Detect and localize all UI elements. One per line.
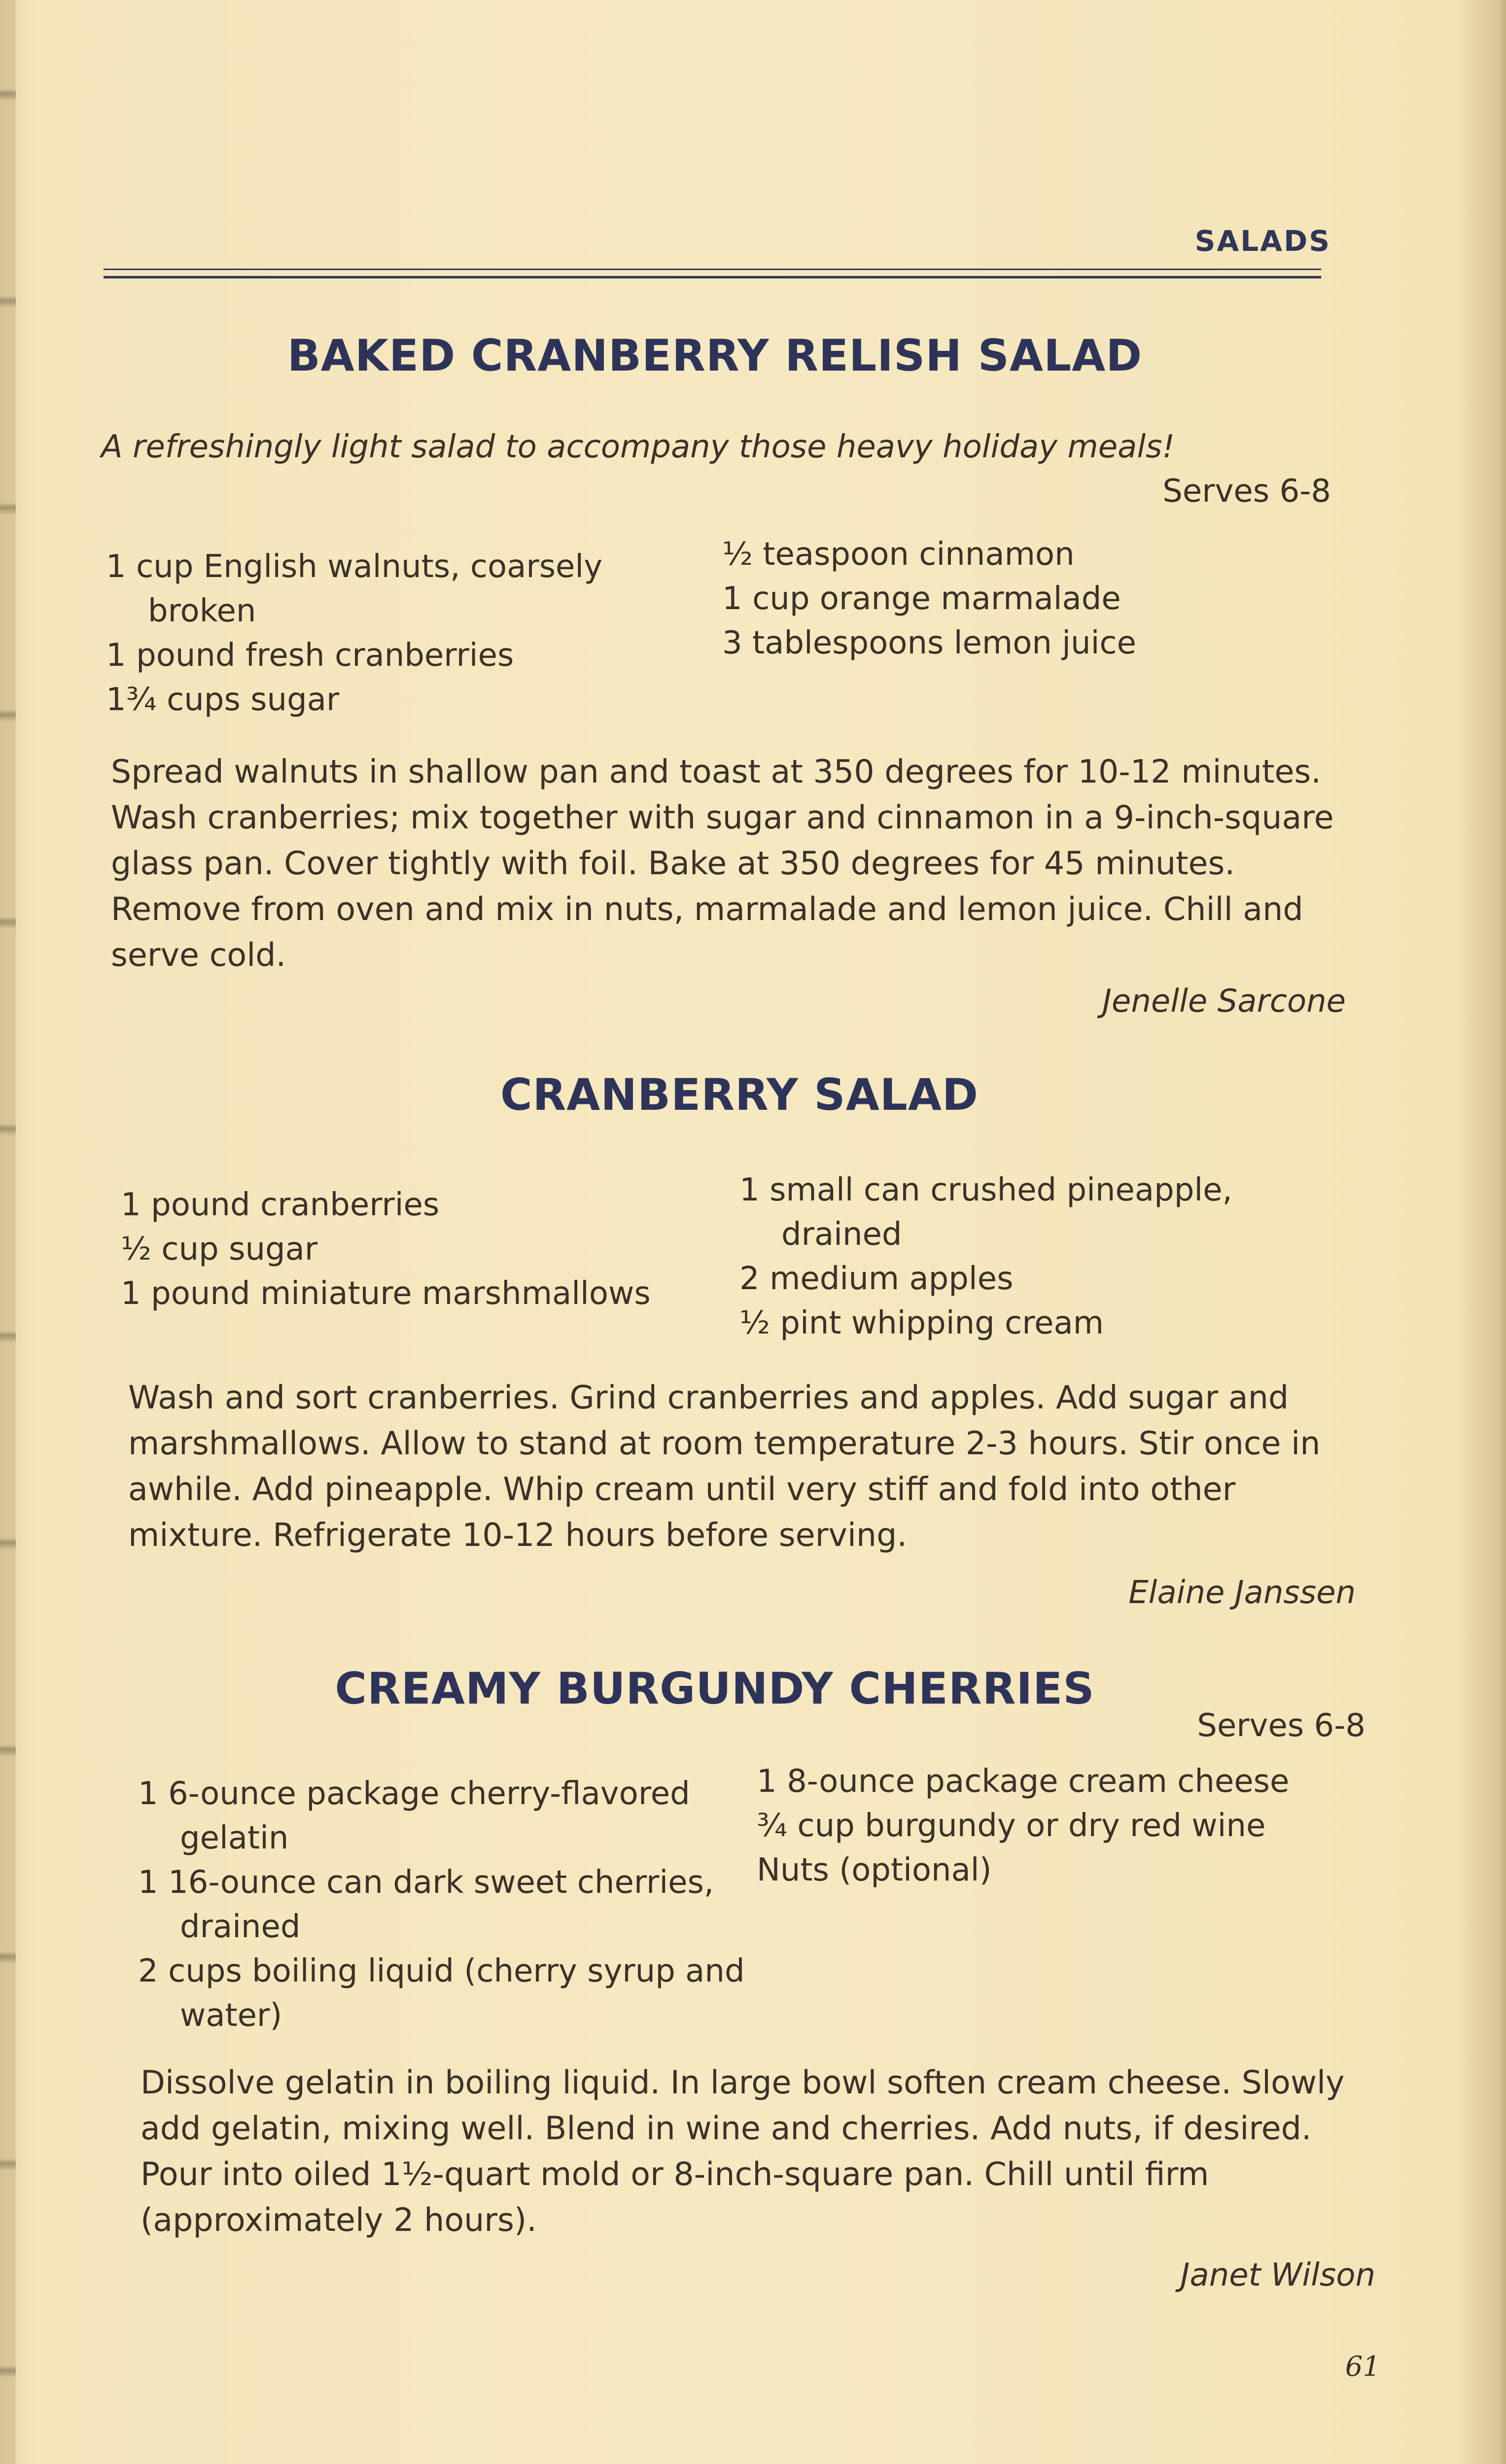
recipe-method: Wash and sort cranberries. Grind cranberries and apples. Add sugar and marshmallows. Allow to stand at room temperature 2-3 hours. Stir once in awhile. Add pineapple. Whip cream until very stiff and fold into other mixture. Refrigerate 10-12 hours before serving.	[128, 1379, 1321, 1554]
recipe-method: Dissolve gelatin in boiling liquid. In large bowl soften cream cheese. Slowly add gelatin, mixing well. Blend in wine and cherries. Add nuts, if desired. Pour into oiled 1½-quart mold or 8-inch-square pan. Chill until firm (approximately 2 hours).	[140, 2064, 1345, 2239]
page-number: 61	[1345, 2351, 1380, 2383]
ingredient: 1 cup orange marmalade	[722, 581, 1121, 617]
ingredients-left	[121, 1183, 762, 1316]
header-rule-bottom	[104, 276, 1321, 278]
ingredients-right	[739, 1168, 1356, 1345]
ingredients-right	[757, 1759, 1383, 1892]
ingredient: 1 6-ounce package cherry-flavored gelatin	[138, 1776, 690, 1856]
header-rule-top	[104, 269, 1321, 270]
ingredient: 1 pound fresh cranberries	[106, 637, 514, 674]
recipe-author: Elaine Janssen	[1128, 1574, 1356, 1611]
recipe-title: CRANBERRY SALAD	[500, 1069, 979, 1120]
recipe-method: Spread walnuts in shallow pan and toast at 350 degrees for 10-12 minutes. Wash cranberries; mix together with sugar and cinnamon in a 9-inch-square glass pan. Cover tightly with foil. Bake at 350 degrees for 45 minutes. Remove from oven and mix in nuts, marmalade and lemon juice. Chill and serve cold.	[111, 753, 1334, 974]
ingredient: Nuts (optional)	[757, 1852, 992, 1888]
ingredient: 1 pound cranberries	[121, 1187, 440, 1223]
section-label: SALADS	[1194, 224, 1331, 258]
ingredient: ½ cup sugar	[121, 1231, 318, 1267]
recipe-title: CREAMY BURGUNDY CHERRIES	[335, 1663, 1095, 1714]
ingredient: 2 cups boiling liquid (cherry syrup and water)	[138, 1953, 745, 2034]
ingredient: 1 pound miniature marshmallows	[121, 1275, 651, 1312]
recipe-title: BAKED CRANBERRY RELISH SALAD	[287, 330, 1143, 381]
ingredient: 1¾ cups sugar	[106, 682, 340, 718]
ingredients-left	[138, 1772, 759, 2038]
ingredient: 1 16-ounce can dark sweet cherries, drained	[138, 1864, 714, 1945]
ingredients-left	[106, 545, 698, 722]
recipe-serves: Serves 6-8	[1162, 473, 1331, 510]
ingredient: 3 tablespoons lemon juice	[722, 625, 1136, 661]
recipe-author: Janet Wilson	[1180, 2257, 1375, 2293]
ingredient: 1 cup English walnuts, coarsely broken	[106, 548, 603, 629]
ingredients-right	[722, 532, 1314, 665]
ingredient: 1 small can crushed pineapple, drained	[739, 1172, 1232, 1253]
ingredient: ½ pint whipping cream	[739, 1305, 1104, 1341]
ingredient: ½ teaspoon cinnamon	[722, 536, 1075, 573]
ingredient: 1 8-ounce package cream cheese	[757, 1763, 1290, 1800]
ingredient: 2 medium apples	[739, 1261, 1014, 1297]
page-binding-edge	[0, 0, 16, 2464]
recipe-description: A refreshingly light salad to accompany those heavy holiday meals!	[101, 429, 1175, 465]
ingredient: ¾ cup burgundy or dry red wine	[757, 1808, 1266, 1844]
recipe-author: Jenelle Sarcone	[1102, 983, 1346, 1020]
recipe-serves: Serves 6-8	[1197, 1708, 1366, 1744]
